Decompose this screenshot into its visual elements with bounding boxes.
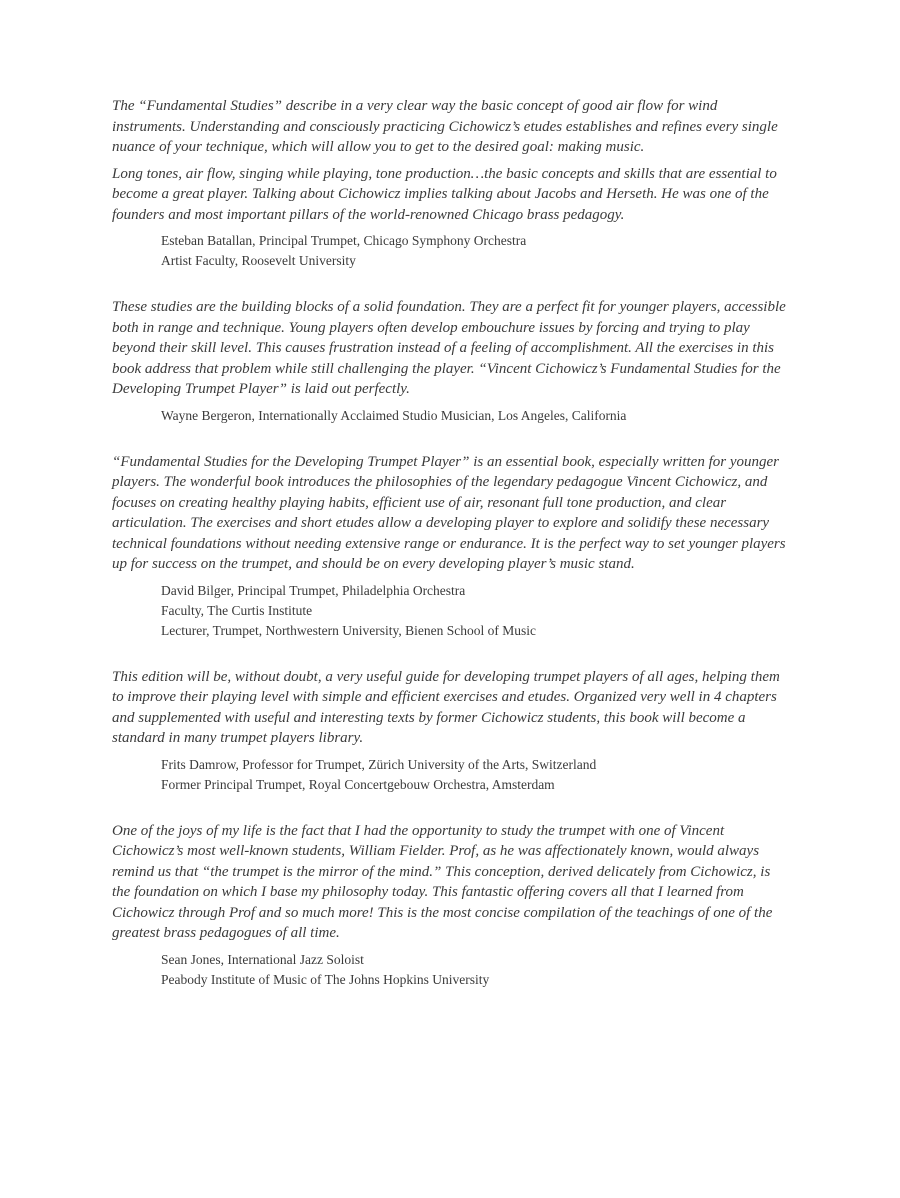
- attribution-line: Faculty, The Curtis Institute: [161, 602, 313, 618]
- attribution-line: Esteban Batallan, Principal Trumpet, Chicago Symphony Orchestra: [161, 233, 527, 248]
- quote-paragraph: The “Fundamental Studies” describe in a very clear way the basic concept of good air flow for wind instruments. Understanding and consciously practicing Cichowicz’s etudes establishes and refines every single nuance of your technique, which will allow you to get to the desired goal: making music.: [112, 98, 778, 155]
- testimonials-page: [112, 96, 788, 1016]
- attribution-line: Lecturer, Trumpet, Northwestern University, Bienen School of Music: [161, 622, 537, 638]
- attribution-line: Frits Damrow, Professor for Trumpet, Zürich University of the Arts, Switzerland: [161, 756, 597, 772]
- testimonial-damrow: [112, 667, 788, 795]
- attribution-line: David Bilger, Principal Trumpet, Philadelphia Orchestra: [161, 582, 466, 598]
- attribution: [161, 755, 788, 795]
- quote-paragraph: These studies are the building blocks of a solid foundation. They are a perfect fit for younger players, accessible both in range and technique. Young players often develop embouchure issues by forcing and trying to play beyond their skill level. This causes frustration instead of a feeling of accomplishment. All the exercises in this book address that problem while still challenging the player. “Vincent Cichowicz’s Fundamental Studies for the Developing Trumpet Player” is laid out perfectly.: [112, 299, 786, 397]
- attribution: [161, 581, 788, 641]
- attribution-line: Sean Jones, International Jazz Soloist: [161, 951, 364, 967]
- attribution: [161, 950, 788, 990]
- testimonial-jones: [112, 821, 788, 990]
- quote-paragraph: “Fundamental Studies for the Developing Trumpet Player” is an essential book, especially written for younger players. The wonderful book introduces the philosophies of the legendary pedagogue Vincent Cichowicz, and focuses on creating healthy playing habits, efficient use of air, resonant full tone production, and clear articulation. The exercises and short etudes allow a developing player to explore and solidify these necessary technical foundations without needing extensive range or endurance. It is the perfect way to set younger players up for success on the trumpet, and should be on every developing player’s music stand.: [112, 453, 786, 572]
- quote-paragraph: Long tones, air flow, singing while playing, tone production…the basic concepts and skills that are essential to become a great player. Talking about Cichowicz implies talking about Jacobs and Herseth. He was one of the founders and most important pillars of the world-renowned Chicago brass pedagogy.: [112, 165, 777, 223]
- quote-paragraph: This edition will be, without doubt, a very useful guide for developing trumpet players of all ages, helping them to improve their playing level with simple and efficient exercises and etudes. Organized very well in 4 chapters and supplemented with useful and interesting texts by former Cichowicz students, this book will become a standard in many trumpet players library.: [112, 668, 780, 746]
- attribution-line: Artist Faculty, Roosevelt University: [161, 253, 356, 268]
- attribution: [161, 231, 788, 271]
- attribution-line: Wayne Bergeron, Internationally Acclaimed Studio Musician, Los Angeles, California: [161, 407, 627, 423]
- quote-paragraph: One of the joys of my life is the fact that I had the opportunity to study the trumpet with one of Vincent Cichowicz’s most well-known students, William Fielder. Prof, as he was affectionately known, would always remind us that “the trumpet is the mirror of the mind.” This conception, derived delicately from Cichowicz, is the foundation on which I base my philosophy today. This fantastic offering covers all that I learned from Cichowicz through Prof and so much more! This is the most concise compilation of the teachings of one of the greatest brass pedagogues of all time.: [112, 822, 773, 941]
- attribution-line: Peabody Institute of Music of The Johns Hopkins University: [161, 971, 490, 987]
- testimonial-bilger: [112, 452, 788, 641]
- testimonial-bergeron: [112, 297, 788, 426]
- attribution-line: Former Principal Trumpet, Royal Concertgebouw Orchestra, Amsterdam: [161, 776, 555, 792]
- testimonial-batallan: [112, 96, 788, 271]
- attribution: [161, 406, 788, 426]
